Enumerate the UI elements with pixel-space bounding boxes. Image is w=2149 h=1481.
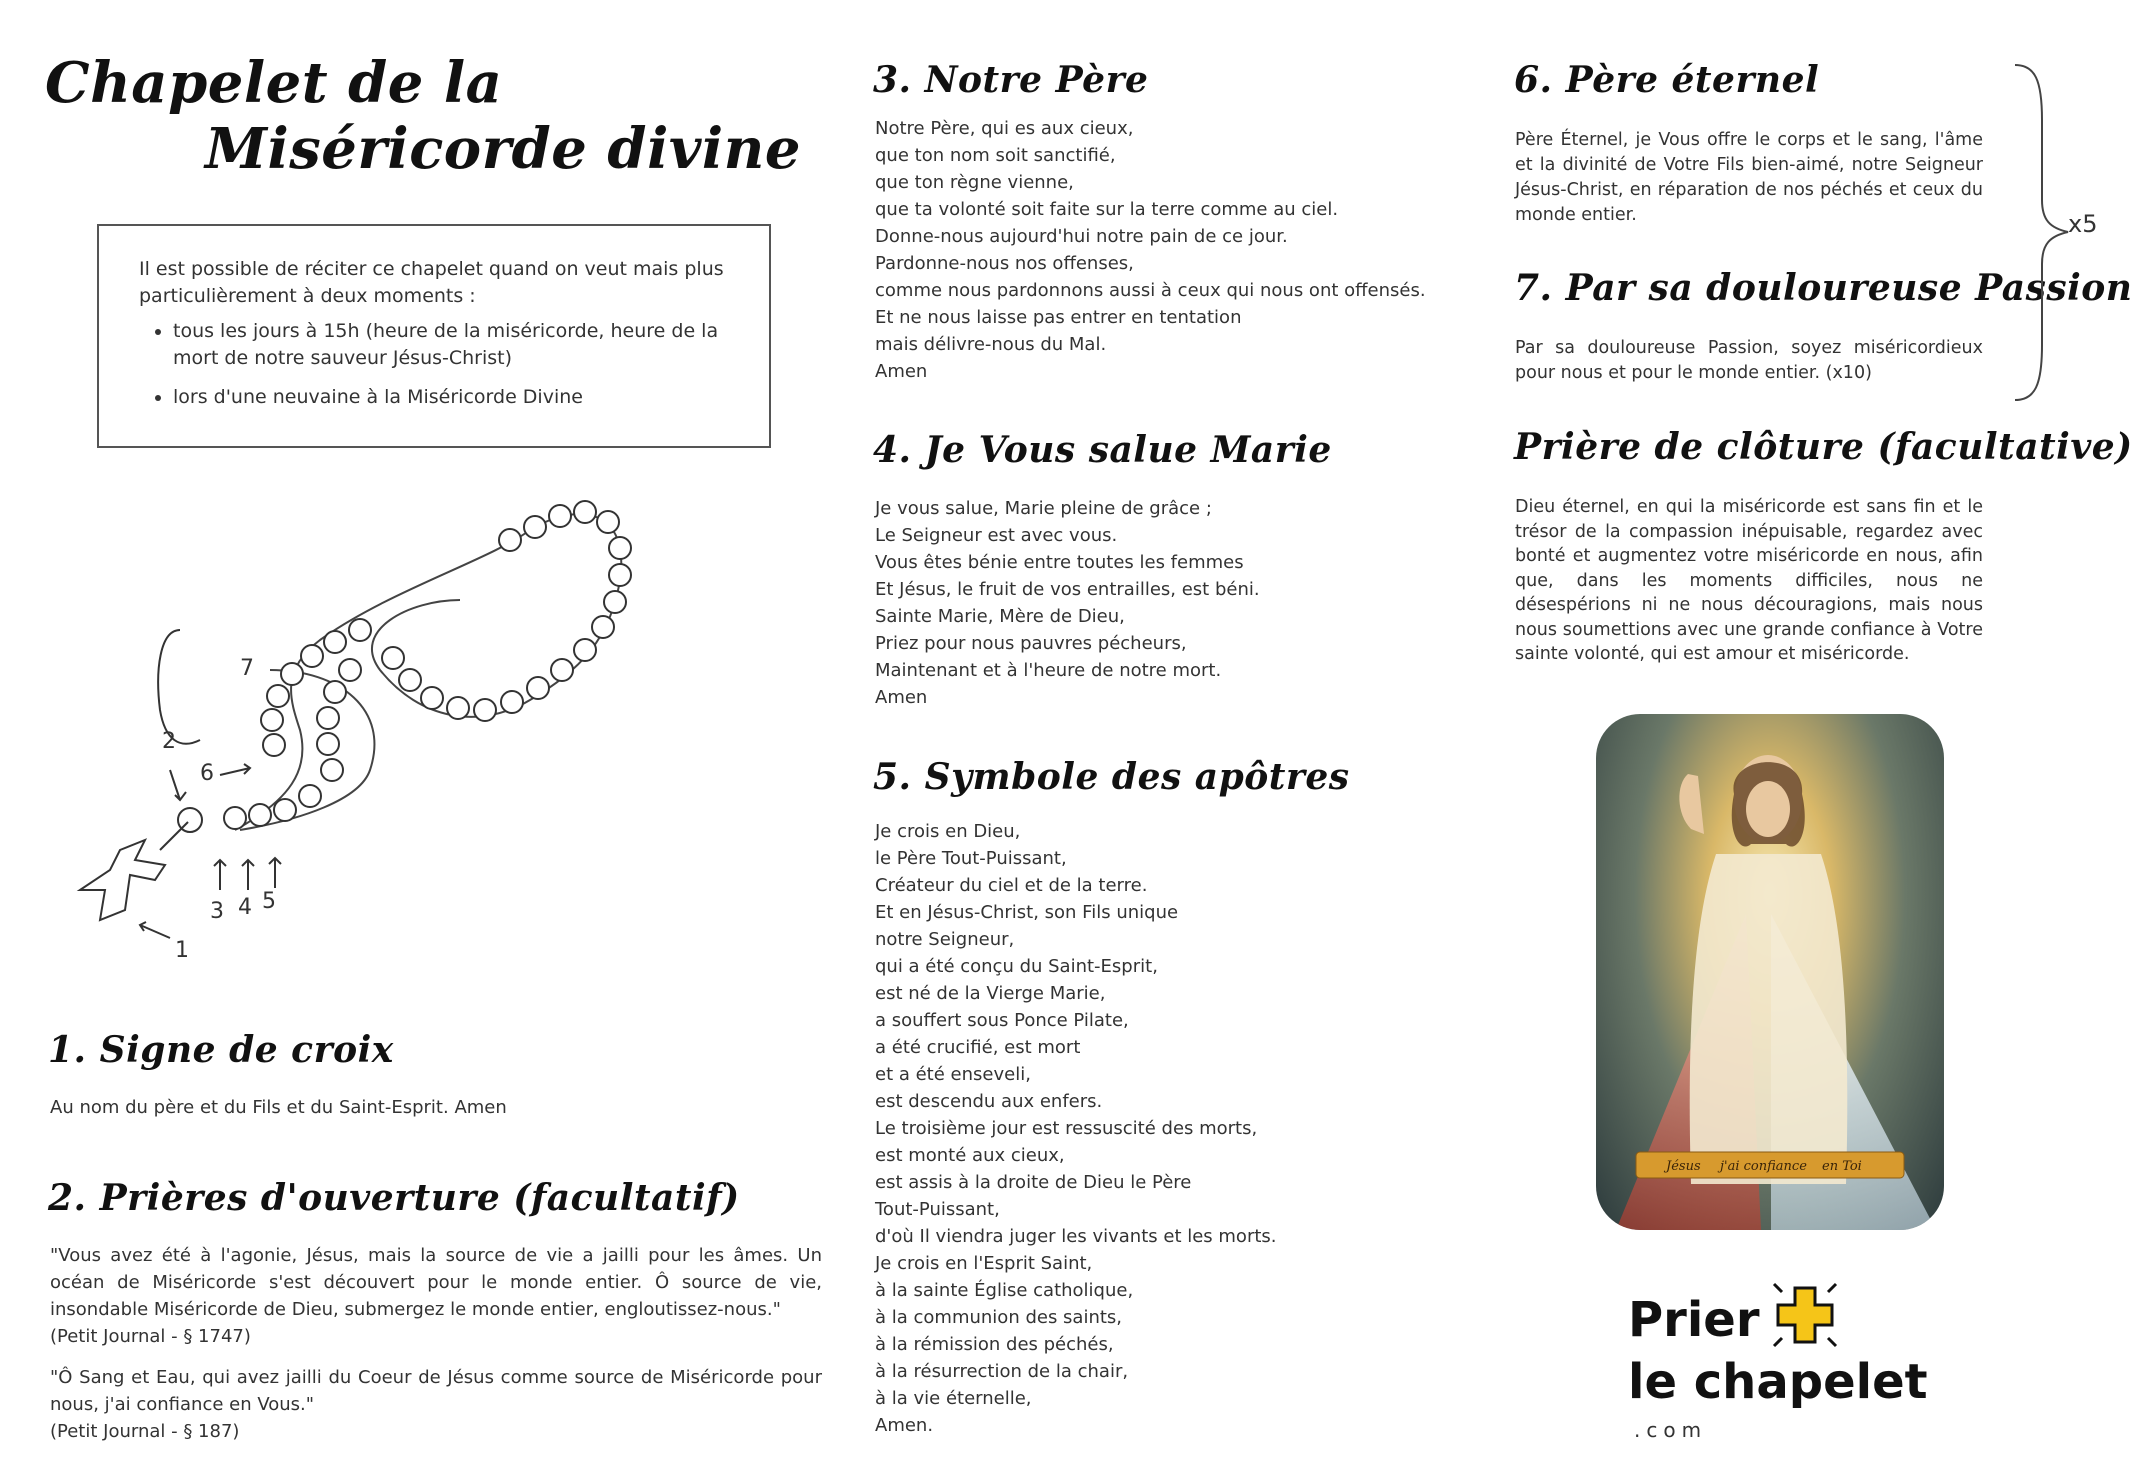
prayer-line: à la sainte Église catholique, [875, 1280, 1134, 1301]
prayer-line: Je crois en l'Esprit Saint, [875, 1253, 1093, 1274]
prayer-line: Le troisième jour est ressuscité des morts, [875, 1118, 1258, 1139]
prayer-line: Je vous salue, Marie pleine de grâce ; [875, 498, 1212, 519]
rosary-diagram [60, 470, 810, 990]
intro-item: • lors d'une neuvaine à la Miséricorde Divine [173, 384, 731, 411]
prayer-line: Je crois en Dieu, [875, 821, 1021, 842]
diagram-label-3: 3 [210, 899, 224, 924]
diagram-label-2: 2 [162, 729, 176, 754]
intro-box [97, 224, 771, 448]
prayer-line: comme nous pardonnons aussi à ceux qui nous ont offensés. [875, 280, 1426, 301]
prayer-line: Amen. [875, 1415, 934, 1436]
prayer-line: le Père Tout-Puissant, [875, 848, 1067, 869]
prayer-line: est monté aux cieux, [875, 1145, 1065, 1166]
diagram-label-5: 5 [262, 889, 276, 914]
prayer-line: Pardonne-nous nos offenses, [875, 253, 1134, 274]
logo-line-2: le chapelet [1628, 1354, 1928, 1410]
section-7-title: 7. Par sa douloureuse Passion [1514, 267, 2133, 309]
section-6-title: 6. Père éternel [1514, 59, 1820, 101]
prayer-line: Et Jésus, le fruit de vos entrailles, est béni. [875, 579, 1260, 600]
opening-prayer-2-ref: (Petit Journal - § 187) [50, 1421, 240, 1442]
section-1-title: 1. Signe de croix [48, 1029, 394, 1071]
divine-mercy-illustration [1596, 714, 1944, 1230]
section-6-text: Père Éternel, je Vous offre le corps et le sang, l'âme et la divinité de Votre Fils bien-aimé, notre Seigneur Jésus-Christ, en réparation de nos péchés et ceux du monde entier. [1515, 130, 1983, 225]
prayer-line: est né de la Vierge Marie, [875, 983, 1106, 1004]
prayer-line: a souffert sous Ponce Pilate, [875, 1010, 1129, 1031]
prayer-line: Maintenant et à l'heure de notre mort. [875, 660, 1222, 681]
title-line-1: Chapelet de la [45, 50, 503, 116]
prayer-line: Le Seigneur est avec vous. [875, 525, 1118, 546]
prayer-line: que ta volonté soit faite sur la terre comme au ciel. [875, 199, 1339, 220]
prayer-line: Tout-Puissant, [875, 1199, 1000, 1220]
section-2-title: 2. Prières d'ouverture (facultatif) [48, 1177, 740, 1219]
section-2-text [50, 1242, 822, 1445]
intro-text: Il est possible de réciter ce chapelet quand on veut mais plus particulièrement à deux moments : [139, 258, 724, 307]
prayer-line: à la communion des saints, [875, 1307, 1123, 1328]
prayer-line: Sainte Marie, Mère de Dieu, [875, 606, 1125, 627]
repeat-count: x5 [2068, 210, 2098, 238]
prayer-line: Et ne nous laisse pas entrer en tentation [875, 307, 1242, 328]
section-4-text [875, 495, 1475, 711]
section-3-text [875, 115, 1475, 385]
prayer-line: d'où Il viendra juger les vivants et les morts. [875, 1226, 1277, 1247]
prayer-line: notre Seigneur, [875, 929, 1015, 950]
logo-line-3: .com [1634, 1418, 1708, 1442]
prayer-line: est assis à la droite de Dieu le Père [875, 1172, 1192, 1193]
prayer-line: Amen [875, 687, 928, 708]
closing-title: Prière de clôture (facultative) [1514, 426, 2133, 468]
opening-prayer-1: "Vous avez été à l'agonie, Jésus, mais la source de vie a jailli pour les âmes. Un océan de Miséricorde s'est découvert pour le monde entier. Ô source de vie, insondable Miséricorde de Dieu, submergez le monde entier, engloutissez-nous." [50, 1245, 822, 1320]
prayer-line: qui a été conçu du Saint-Esprit, [875, 956, 1158, 977]
prayer-line: Donne-nous aujourd'hui notre pain de ce jour. [875, 226, 1288, 247]
diagram-label-1: 1 [175, 938, 189, 963]
intro-list [139, 318, 731, 411]
prayer-line: Et en Jésus-Christ, son Fils unique [875, 902, 1179, 923]
prayer-line: Priez pour nous pauvres pécheurs, [875, 633, 1187, 654]
banner-word-2: j'ai confiance [1720, 1159, 1807, 1174]
section-5-text [875, 818, 1475, 1439]
divine-mercy-image [1596, 714, 1944, 1230]
prayer-line: a été crucifié, est mort [875, 1037, 1081, 1058]
site-logo[interactable] [1628, 1280, 1928, 1450]
page-title [45, 50, 801, 182]
prayer-line: mais délivre-nous du Mal. [875, 334, 1107, 355]
opening-prayer-1-ref: (Petit Journal - § 1747) [50, 1326, 251, 1347]
prayer-line: Amen [875, 361, 928, 382]
prayer-line: Créateur du ciel et de la terre. [875, 875, 1148, 896]
section-7-text: Par sa douloureuse Passion, soyez miséricordieux pour nous et pour le monde entier. (x10) [1515, 338, 1983, 383]
prayer-line: à la rémission des péchés, [875, 1334, 1114, 1355]
section-3-title: 3. Notre Père [873, 59, 1149, 101]
section-1-text: Au nom du père et du Fils et du Saint-Esprit. Amen [50, 1097, 507, 1118]
prayer-line: à la vie éternelle, [875, 1388, 1032, 1409]
section-4-title: 4. Je Vous salue Marie [873, 429, 1332, 471]
logo-line-1: Prier [1628, 1292, 1760, 1348]
prayer-line: à la résurrection de la chair, [875, 1361, 1129, 1382]
title-line-2: Miséricorde divine [205, 116, 802, 182]
prayer-line: est descendu aux enfers. [875, 1091, 1103, 1112]
prayer-line: que ton nom soit sanctifié, [875, 145, 1116, 166]
diagram-label-4: 4 [238, 895, 252, 920]
prayer-line: Notre Père, qui es aux cieux, [875, 118, 1134, 139]
prayer-line: et a été enseveli, [875, 1064, 1031, 1085]
prayer-line: que ton règne vienne, [875, 172, 1074, 193]
cross-logo-icon [1770, 1280, 1840, 1350]
banner-word-3: en Toi [1822, 1159, 1862, 1174]
intro-item: • tous les jours à 15h (heure de la miséricorde, heure de la mort de notre sauveur Jésus-Christ) [173, 318, 731, 372]
diagram-label-6: 6 [200, 761, 214, 786]
diagram-label-7: 7 [240, 656, 254, 681]
closing-text: Dieu éternel, en qui la miséricorde est sans fin et le trésor de la compassion inépuisable, regardez avec bonté et augmentez votre miséricorde en nous, afin que, dans les moments difficiles, nous ne désespérions ni ne nous découragions, mais nous nous soumettions avec une grande confiance à Votre sainte volonté, qui est amour et miséricorde. [1515, 497, 1983, 664]
opening-prayer-2: "Ô Sang et Eau, qui avez jailli du Coeur de Jésus comme source de Miséricorde pour nous, j'ai confiance en Vous." [50, 1367, 822, 1415]
banner-word-1: Jésus [1666, 1159, 1701, 1174]
prayer-line: Vous êtes bénie entre toutes les femmes [875, 552, 1244, 573]
section-5-title: 5. Symbole des apôtres [873, 756, 1350, 798]
